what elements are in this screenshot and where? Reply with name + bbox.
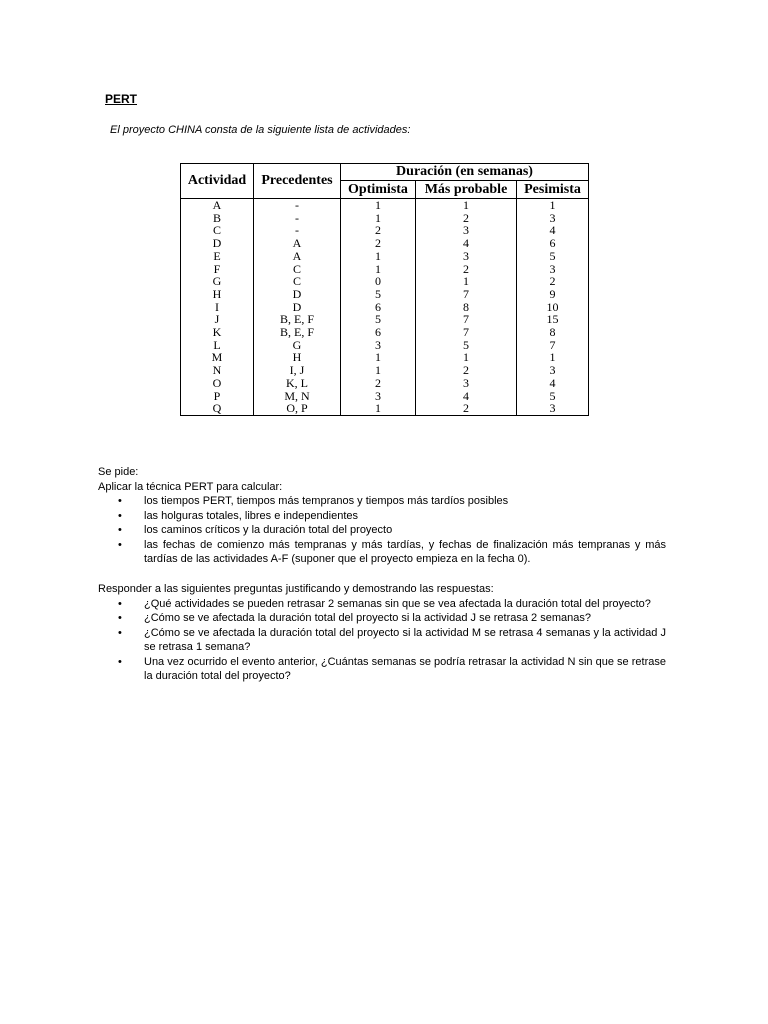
- header-mas-probable: Más probable: [416, 181, 517, 199]
- list-item: • ¿Cómo se ve afectada la duración total del proyecto si la actividad M se retrasa 4 semanas y la actividad J se retrasa 1 semana?: [118, 626, 666, 653]
- table-row: [181, 313, 589, 326]
- cell-mas-probable: 2: [416, 263, 517, 276]
- cell-precedentes: D: [254, 288, 341, 301]
- cell-pesimista: 1: [517, 351, 589, 364]
- cell-pesimista: 3: [517, 212, 589, 225]
- cell-precedentes: B, E, F: [254, 313, 341, 326]
- cell-pesimista: 6: [517, 237, 589, 250]
- cell-actividad: F: [181, 263, 254, 276]
- cell-actividad: M: [181, 351, 254, 364]
- cell-mas-probable: 4: [416, 237, 517, 250]
- cell-optimista: 1: [341, 250, 416, 263]
- cell-mas-probable: 2: [416, 364, 517, 377]
- bullet-icon: •: [118, 626, 122, 639]
- table-row: [181, 288, 589, 301]
- cell-mas-probable: 1: [416, 351, 517, 364]
- table-row: [181, 390, 589, 403]
- activities-table: [180, 163, 589, 416]
- cell-actividad: P: [181, 390, 254, 403]
- page-title: PERT: [105, 92, 138, 106]
- table-row: [181, 326, 589, 339]
- responder-label: Responder a las siguientes preguntas justificando y demostrando las respuestas:: [98, 583, 494, 595]
- cell-actividad: A: [181, 199, 254, 212]
- cell-optimista: 6: [341, 301, 416, 314]
- cell-optimista: 5: [341, 313, 416, 326]
- cell-mas-probable: 7: [416, 326, 517, 339]
- cell-mas-probable: 2: [416, 402, 517, 415]
- bullet-icon: •: [118, 495, 122, 507]
- intro-text: El proyecto CHINA consta de la siguiente lista de actividades:: [110, 124, 411, 136]
- cell-precedentes: A: [254, 250, 341, 263]
- cell-pesimista: 2: [517, 275, 589, 288]
- header-duracion: Duración (en semanas): [341, 164, 589, 181]
- cell-optimista: 1: [341, 402, 416, 415]
- table-row: [181, 339, 589, 352]
- cell-optimista: 1: [341, 199, 416, 212]
- cell-mas-probable: 3: [416, 377, 517, 390]
- cell-precedentes: A: [254, 237, 341, 250]
- cell-actividad: B: [181, 212, 254, 225]
- tasks-section: [98, 465, 666, 567]
- cell-optimista: 1: [341, 351, 416, 364]
- bullet-icon: •: [118, 612, 122, 624]
- questions-section: [98, 582, 666, 684]
- cell-precedentes: C: [254, 263, 341, 276]
- table-row: [181, 263, 589, 276]
- cell-precedentes: G: [254, 339, 341, 352]
- cell-pesimista: 5: [517, 390, 589, 403]
- cell-precedentes: -: [254, 224, 341, 237]
- table-row: [181, 402, 589, 415]
- cell-mas-probable: 3: [416, 224, 517, 237]
- list-item: • los tiempos PERT, tiempos más tempranos y tiempos más tardíos posibles: [118, 495, 509, 507]
- cell-mas-probable: 1: [416, 275, 517, 288]
- table-row: [181, 199, 589, 212]
- cell-optimista: 1: [341, 263, 416, 276]
- cell-mas-probable: 5: [416, 339, 517, 352]
- table-row: [181, 212, 589, 225]
- cell-optimista: 1: [341, 364, 416, 377]
- cell-precedentes: O, P: [254, 402, 341, 415]
- bullet-icon: •: [118, 538, 122, 551]
- aplicar-label: Aplicar la técnica PERT para calcular:: [98, 480, 283, 493]
- cell-precedentes: -: [254, 199, 341, 212]
- table-row: [181, 224, 589, 237]
- cell-optimista: 2: [341, 377, 416, 390]
- cell-actividad: K: [181, 326, 254, 339]
- cell-actividad: C: [181, 224, 254, 237]
- cell-actividad: O: [181, 377, 254, 390]
- cell-actividad: L: [181, 339, 254, 352]
- cell-optimista: 3: [341, 339, 416, 352]
- cell-mas-probable: 7: [416, 288, 517, 301]
- se-pide-label: Se pide:: [98, 466, 139, 478]
- cell-mas-probable: 2: [416, 212, 517, 225]
- header-actividad: Actividad: [181, 164, 254, 199]
- cell-pesimista: 1: [517, 199, 589, 212]
- cell-optimista: 5: [341, 288, 416, 301]
- cell-optimista: 3: [341, 390, 416, 403]
- cell-precedentes: I, J: [254, 364, 341, 377]
- cell-optimista: 6: [341, 326, 416, 339]
- bullet-icon: •: [118, 509, 122, 522]
- cell-optimista: 1: [341, 212, 416, 225]
- cell-precedentes: M, N: [254, 390, 341, 403]
- cell-actividad: G: [181, 275, 254, 288]
- list-item: • ¿Cómo se ve afectada la duración total del proyecto si la actividad J se retrasa 2 semanas?: [118, 612, 591, 624]
- tasks-list: [98, 494, 666, 567]
- cell-pesimista: 4: [517, 377, 589, 390]
- cell-optimista: 0: [341, 275, 416, 288]
- cell-pesimista: 15: [517, 313, 589, 326]
- list-item: • los caminos críticos y la duración total del proyecto: [118, 524, 393, 536]
- list-item: • Una vez ocurrido el evento anterior, ¿Cuántas semanas se podría retrasar la actividad N sin que se retrase la duración total del proyecto?: [118, 655, 666, 682]
- cell-precedentes: B, E, F: [254, 326, 341, 339]
- list-item: • ¿Qué actividades se pueden retrasar 2 semanas sin que se vea afectada la duración total del proyecto?: [118, 597, 651, 610]
- cell-actividad: E: [181, 250, 254, 263]
- cell-actividad: Q: [181, 402, 254, 415]
- cell-actividad: J: [181, 313, 254, 326]
- cell-precedentes: H: [254, 351, 341, 364]
- cell-optimista: 2: [341, 237, 416, 250]
- cell-pesimista: 3: [517, 263, 589, 276]
- cell-pesimista: 4: [517, 224, 589, 237]
- cell-pesimista: 10: [517, 301, 589, 314]
- table-row: [181, 301, 589, 314]
- header-optimista: Optimista: [341, 181, 416, 199]
- table-row: [181, 351, 589, 364]
- table-row: [181, 237, 589, 250]
- cell-actividad: D: [181, 237, 254, 250]
- table-body: [181, 199, 589, 416]
- cell-mas-probable: 3: [416, 250, 517, 263]
- cell-mas-probable: 8: [416, 301, 517, 314]
- cell-precedentes: -: [254, 212, 341, 225]
- bullet-icon: •: [118, 524, 122, 536]
- cell-actividad: H: [181, 288, 254, 301]
- table-row: [181, 250, 589, 263]
- table-row: [181, 364, 589, 377]
- cell-pesimista: 3: [517, 402, 589, 415]
- table-row: [181, 275, 589, 288]
- cell-precedentes: K, L: [254, 377, 341, 390]
- header-pesimista: Pesimista: [517, 181, 589, 199]
- cell-mas-probable: 7: [416, 313, 517, 326]
- bullet-icon: •: [118, 655, 122, 668]
- cell-pesimista: 3: [517, 364, 589, 377]
- list-item: • las holguras totales, libres e independientes: [118, 509, 359, 522]
- cell-precedentes: C: [254, 275, 341, 288]
- cell-mas-probable: 4: [416, 390, 517, 403]
- cell-mas-probable: 1: [416, 199, 517, 212]
- bullet-icon: •: [118, 597, 122, 610]
- cell-pesimista: 9: [517, 288, 589, 301]
- cell-precedentes: D: [254, 301, 341, 314]
- cell-pesimista: 8: [517, 326, 589, 339]
- cell-optimista: 2: [341, 224, 416, 237]
- cell-actividad: N: [181, 364, 254, 377]
- cell-actividad: I: [181, 301, 254, 314]
- table-row: [181, 377, 589, 390]
- cell-pesimista: 5: [517, 250, 589, 263]
- questions-list: [98, 597, 666, 684]
- list-item: • las fechas de comienzo más tempranas y más tardías, y fechas de finalización más tempranas y más tardías de las actividades A-F (suponer que el proyecto empieza en la fecha 0).: [118, 538, 666, 565]
- header-precedentes: Precedentes: [254, 164, 341, 199]
- cell-pesimista: 7: [517, 339, 589, 352]
